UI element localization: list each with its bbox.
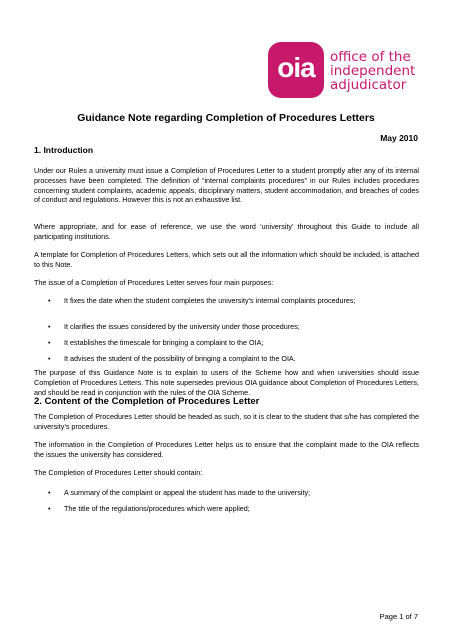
oia-logo <box>268 42 324 98</box>
section-heading-introduction: 1. Introduction <box>34 145 94 155</box>
list-item: • It advises the student of the possibility of bringing a complaint to the OIA. <box>48 354 296 363</box>
list-item: • It clarifies the issues considered by the university under those procedures; <box>48 322 300 331</box>
list-item: • It fixes the date when the student completes the university’s internal complaints procedures; <box>48 296 356 305</box>
paragraph: Where appropriate, and for ease of reference, we use the word ‘university’ throughout this Guide to include all participating institutions. <box>34 222 419 241</box>
bullet-icon: • <box>48 354 51 363</box>
bullet-icon: • <box>48 338 51 347</box>
logo-line-2: independent <box>330 63 416 79</box>
bullet-icon: • <box>48 322 51 331</box>
bullet-icon: • <box>48 488 51 497</box>
paragraph: Under our Rules a university must issue a Completion of Procedures Letter to a student promptly after any of its internal processes have been completed. The definition of “internal complaints procedures” in our Rules includes procedures concerning student complaints, academic appeals, disciplinary matters, student accommodation, and breaches of codes of conduct and regulations. However this is not an exhaustive list. <box>34 166 419 205</box>
document-date: May 2010 <box>380 133 418 143</box>
bullet-icon: • <box>48 296 51 305</box>
list-item: • A summary of the complaint or appeal the student has made to the university; <box>48 488 311 497</box>
paragraph: A template for Completion of Procedures Letters, which sets out all the information which should be included, is attached to this Note. <box>34 250 419 269</box>
list-item: • It establishes the timescale for bringing a complaint to the OIA; <box>48 338 264 347</box>
bullet-icon: • <box>48 504 51 513</box>
document-title: Guidance Note regarding Completion of Procedures Letters <box>77 112 375 124</box>
logo-mark: oia <box>277 52 315 83</box>
logo-line-3: adjudicator <box>330 77 407 93</box>
section-heading-content: 2. Content of the Completion of Procedures Letter <box>34 396 260 407</box>
list-item: • The title of the regulations/procedures which were applied; <box>48 504 250 513</box>
paragraph: The Completion of Procedures Letter should contain: <box>34 468 203 477</box>
paragraph: The Completion of Procedures Letter should be headed as such, so it is clear to the student that s/he has completed the university’s procedures. <box>34 412 419 431</box>
logo-wordmark <box>330 50 415 92</box>
page-number: Page 1 of 7 <box>379 612 418 621</box>
logo-line-1: office of the <box>330 49 411 65</box>
paragraph: The issue of a Completion of Procedures Letter serves four main purposes: <box>34 278 274 287</box>
paragraph: The purpose of this Guidance Note is to explain to users of the Scheme how and when universities should issue Completion of Procedures Letters. This note supersedes previous OIA guidance about Completion of Procedures Letters, and should be read in conjunction with the rules of the OIA Scheme. <box>34 368 420 397</box>
paragraph: The information in the Completion of Procedures Letter helps us to ensure that the complaint made to the OIA reflects the issues the university has considered. <box>34 440 419 459</box>
